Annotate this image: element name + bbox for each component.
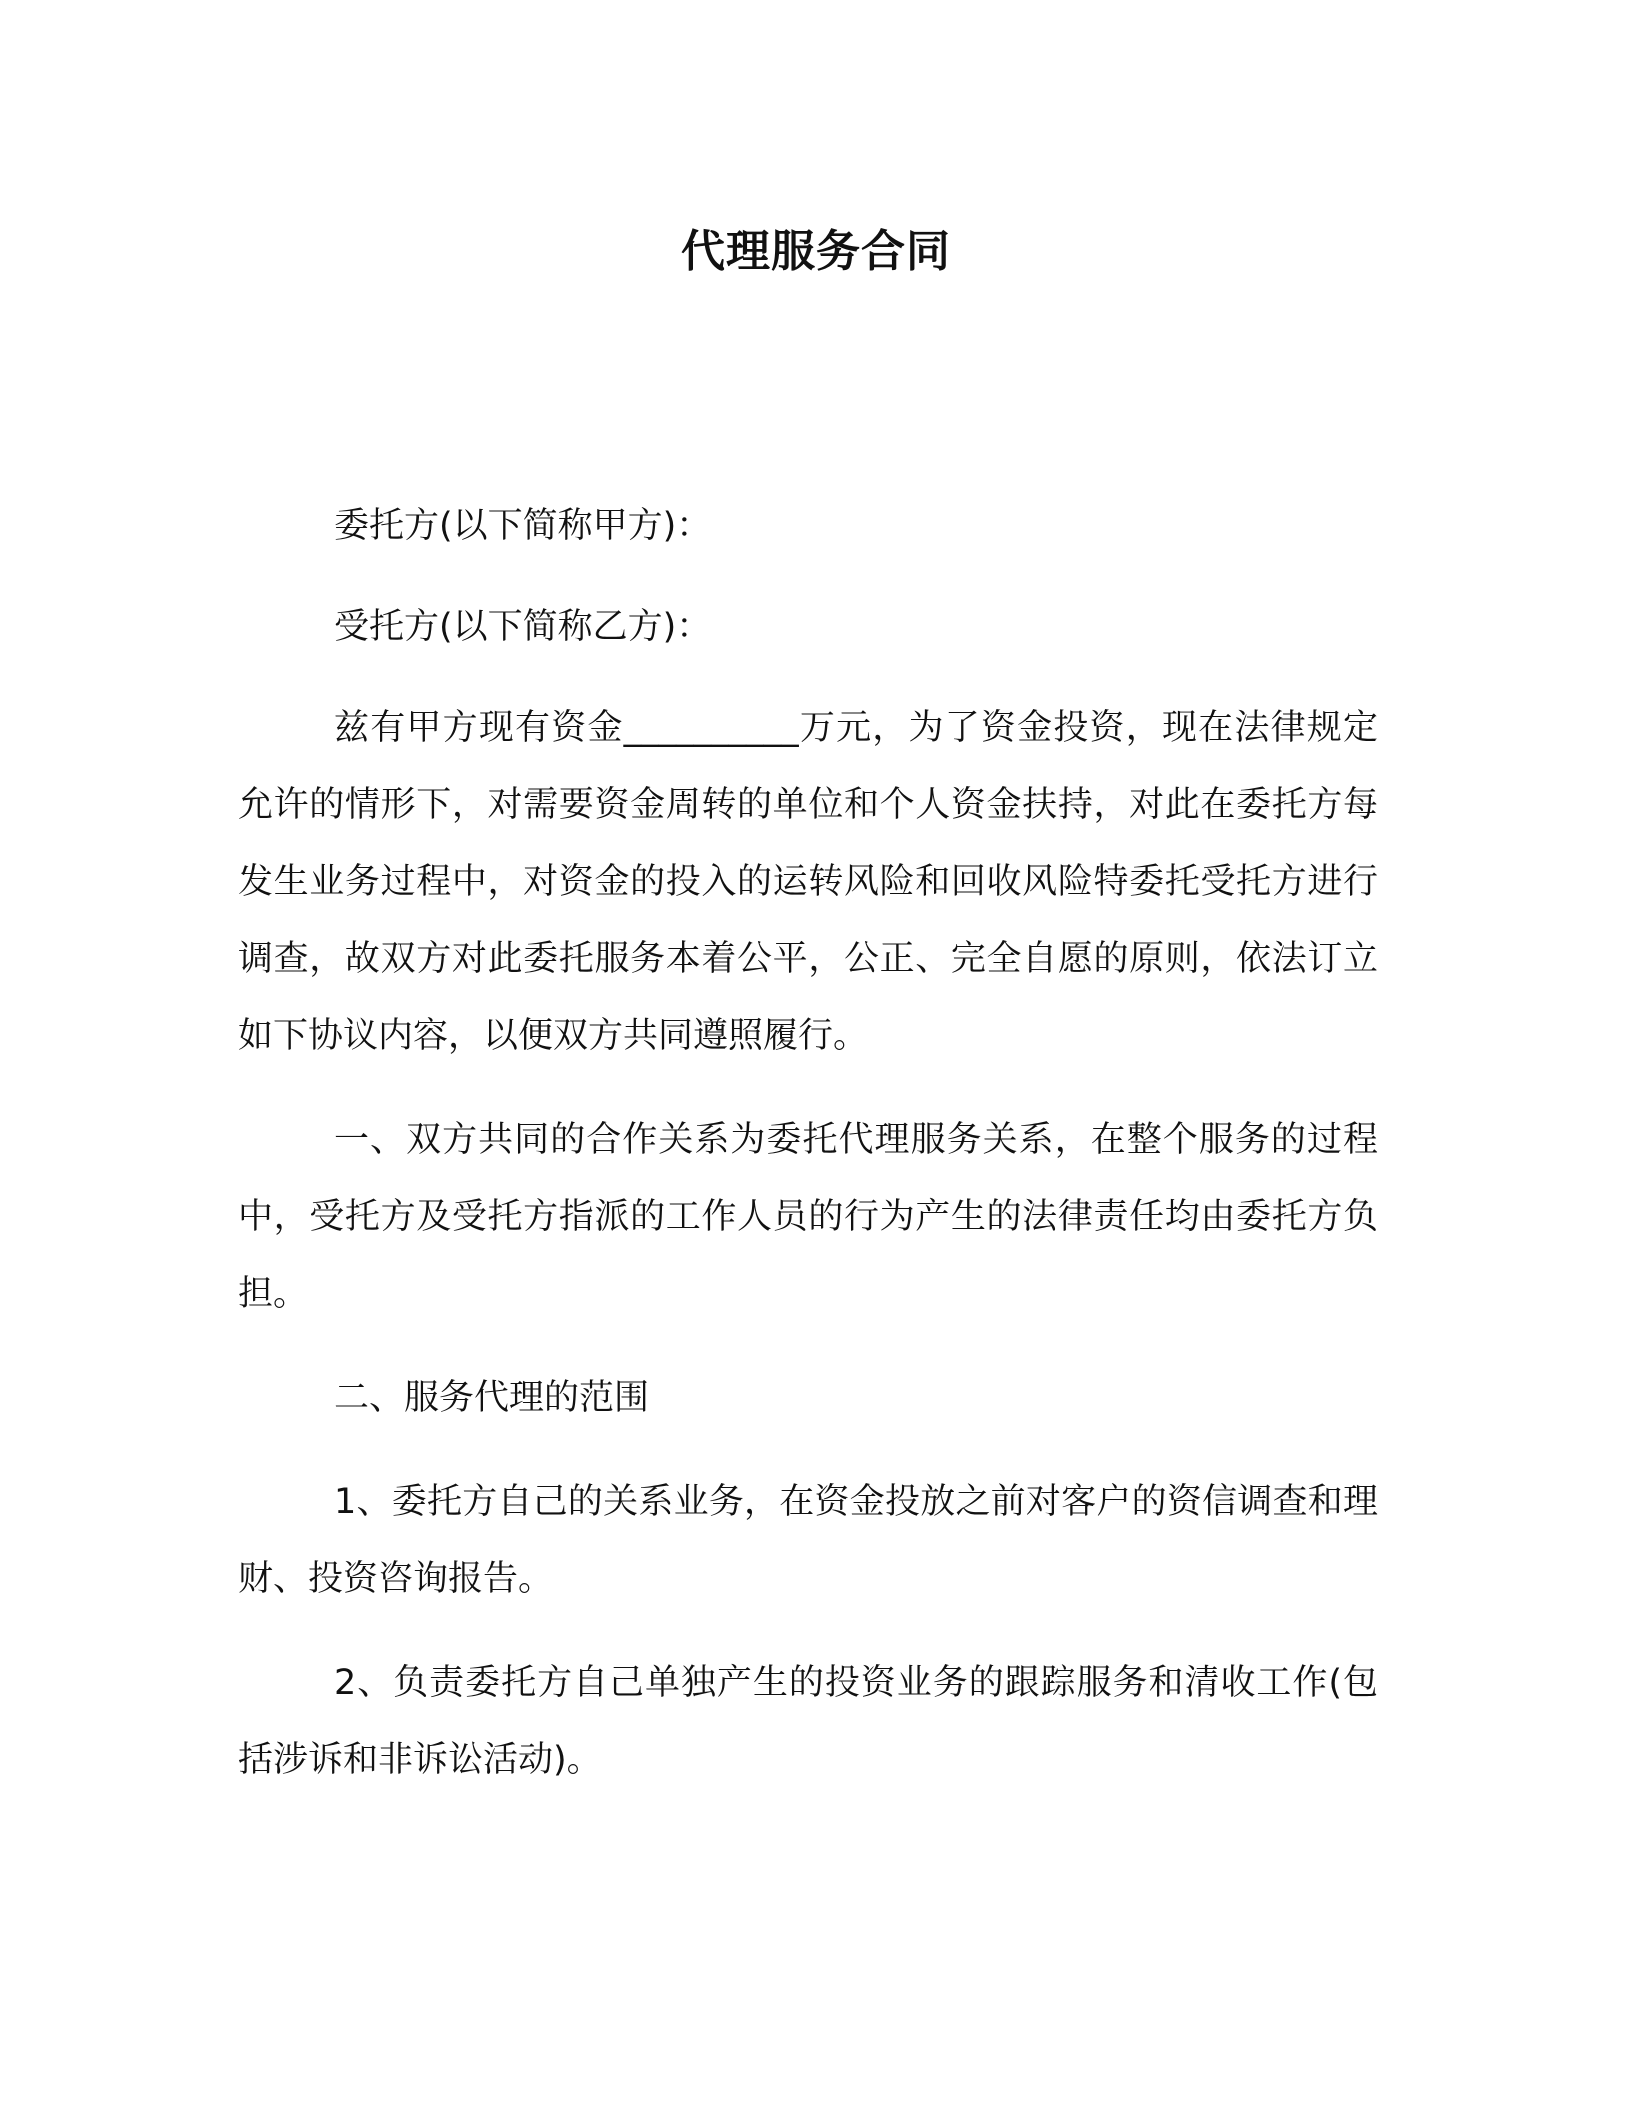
document-title: 代理服务合同	[681, 226, 951, 277]
clause-1-paragraph: 一、双方共同的合作关系为委托代理服务关系，在整个服务的过程中，受托方及受托方指派的工作人员的行为产生的法律责任均由委托方负担。	[238, 1120, 1378, 1314]
party-a-line: 委托方(以下简称甲方)：	[334, 506, 712, 546]
scope-item-2: 2、负责委托方自己单独产生的投资业务的跟踪服务和清收工作(包括涉诉和非诉讼活动)。	[238, 1663, 1378, 1780]
scope-item-1: 1、委托方自己的关系业务，在资金投放之前对客户的资信调查和理财、投资咨询报告。	[238, 1482, 1378, 1599]
party-b-line: 受托方(以下简称乙方)：	[334, 607, 712, 647]
preamble-paragraph: 兹有甲方现有资金__________万元，为了资金投资，现在法律规定允许的情形下，对需要资金周转的单位和个人资金扶持，对此在委托方每发生业务过程中，对资金的投入的运转风险和回收风险特委托受托方进行调查，故双方对此委托服务本着公平，公正、完全自愿的原则，依法订立如下协议内容，以便双方共同遵照履行。	[238, 708, 1378, 1056]
clause-2-heading: 二、服务代理的范围	[334, 1378, 650, 1418]
document-body	[238, 488, 1378, 1799]
